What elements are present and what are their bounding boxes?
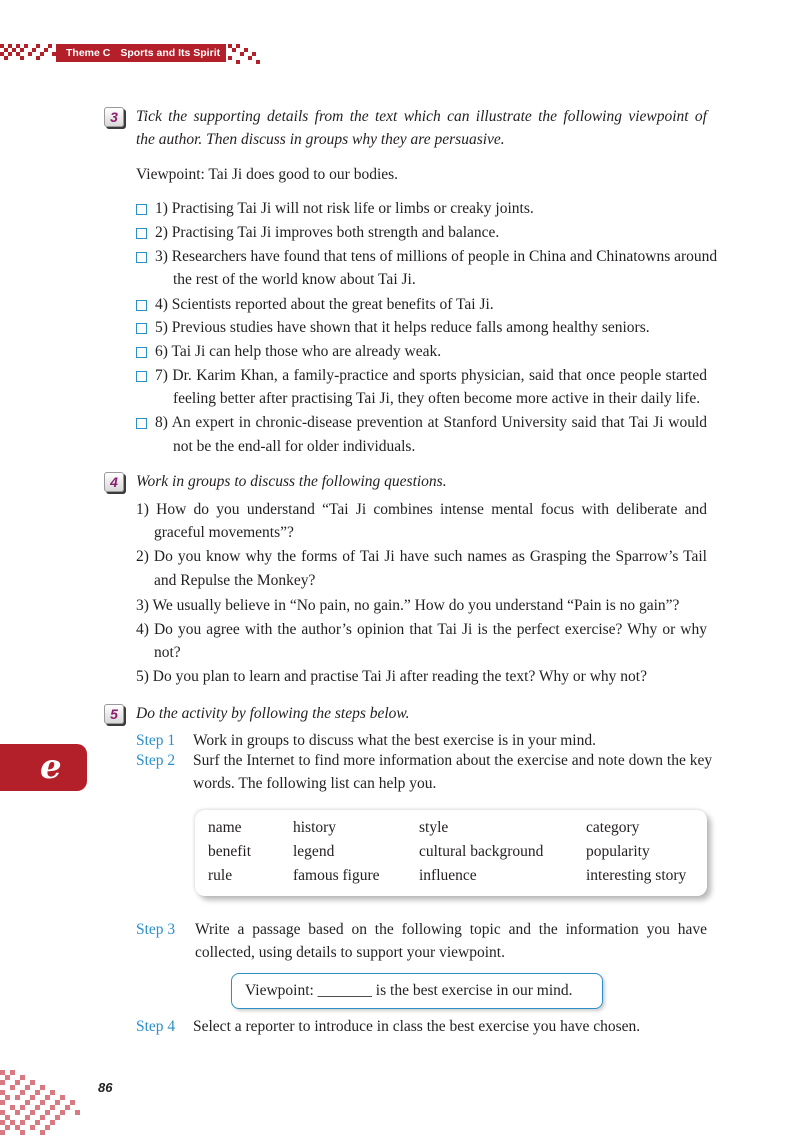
step-2-line-2: words. The following list can help you. [193,775,437,792]
word-cell: name [208,819,242,836]
word-cell: cultural background [419,843,544,860]
word-cell: influence [419,867,477,884]
exercise-3-viewpoint: Viewpoint: Tai Ji does good to our bodies. [136,166,399,183]
detail-item-3-line-1: 3) Researchers have found that tens of millions of people in China and Chinatowns around [155,248,718,265]
detail-item-2: 2) Practising Tai Ji improves both strength and balance. [155,224,500,241]
theme-tag [56,44,226,62]
exercise-3-badge: 3 [104,107,124,127]
detail-item-4: 4) Scientists reported about the great benefits of Tai Ji. [155,296,494,313]
question-4-line-2: not? [154,644,181,661]
word-cell: category [586,819,640,836]
step-2-label: Step 2 [136,752,176,769]
exercise-5-instruction: Do the activity by following the steps below. [136,705,410,722]
detail-item-5: 5) Previous studies have shown that it helps reduce falls among healthy seniors. [155,319,650,336]
exercise-5-badge: 5 [104,704,124,724]
step-3-line-1: Write a passage based on the following topic and the information you have [195,921,707,938]
checkbox-item-3[interactable] [136,252,147,263]
step-3-label: Step 3 [136,921,176,938]
step-4-text: Select a reporter to introduce in class the best exercise you have chosen. [193,1018,641,1035]
word-cell: interesting story [586,867,687,884]
e-learning-icon: e [40,747,62,787]
step-1-text: Work in groups to discuss what the best exercise is in your mind. [193,732,596,749]
footer-pixel-pattern [0,1066,100,1138]
question-1-line-2: graceful movements”? [154,524,294,541]
exercise-3-instruction-line-2: the author. Then discuss in groups why they are persuasive. [136,131,505,148]
page-number: 86 [98,1080,113,1095]
detail-item-7-line-2: feeling better after practising Tai Ji, they often become more active in their daily life. [173,390,701,407]
word-cell: legend [293,843,335,860]
viewpoint-box: Viewpoint: _______ is the best exercise in our mind. [231,973,603,1009]
question-3: 3) We usually believe in “No pain, no gain.” How do you understand “Pain is no gain”? [136,597,680,614]
word-list-box [195,810,707,896]
word-cell: history [293,819,337,836]
checkbox-item-1[interactable] [136,204,147,215]
detail-item-3-line-2: the rest of the world know about Tai Ji. [173,271,416,288]
checkbox-item-7[interactable] [136,371,147,382]
question-5: 5) Do you plan to learn and practise Tai Ji after reading the text? Why or why not? [136,668,647,685]
checkbox-item-2[interactable] [136,228,147,239]
exercise-4-badge: 4 [104,472,124,492]
question-2-line-1: 2) Do you know why the forms of Tai Ji have such names as Grasping the Sparrow’s Tail [136,548,707,565]
checkbox-item-4[interactable] [136,300,147,311]
detail-item-1: 1) Practising Tai Ji will not risk life or limbs or creaky joints. [155,200,534,217]
theme-label: Theme C [66,47,111,59]
word-cell: popularity [586,843,650,860]
checkbox-item-5[interactable] [136,323,147,334]
detail-item-6: 6) Tai Ji can help those who are already weak. [155,343,442,360]
word-cell: style [419,819,449,836]
theme-title: Sports and Its Spirit [120,47,221,59]
step-4-label: Step 4 [136,1018,176,1035]
word-cell: rule [208,867,233,884]
checkbox-item-6[interactable] [136,347,147,358]
detail-item-8-line-2: not be the end-all for older individuals. [173,438,416,455]
word-cell: famous figure [293,867,380,884]
step-2-line-1: Surf the Internet to find more information about the exercise and note down the key [193,752,713,769]
exercise-3-instruction-line-1: Tick the supporting details from the text which can illustrate the following viewpoint of [136,108,707,125]
detail-item-8-line-1: 8) An expert in chronic-disease prevention at Stanford University said that Tai Ji would [155,414,707,431]
step-3-line-2: collected, using details to support your viewpoint. [195,944,505,961]
question-2-line-2: and Repulse the Monkey? [154,572,316,589]
word-cell: benefit [208,843,252,860]
step-1-label: Step 1 [136,732,176,749]
exercise-4-instruction: Work in groups to discuss the following questions. [136,473,447,490]
question-4-line-1: 4) Do you agree with the author’s opinion that Tai Ji is the perfect exercise? Why or why [136,621,707,638]
question-1-line-1: 1) How do you understand “Tai Ji combines intense mental focus with deliberate and [136,501,707,518]
detail-item-7-line-1: 7) Dr. Karim Khan, a family-practice and sports physician, said that once people started [155,367,707,384]
checkbox-item-8[interactable] [136,418,147,429]
